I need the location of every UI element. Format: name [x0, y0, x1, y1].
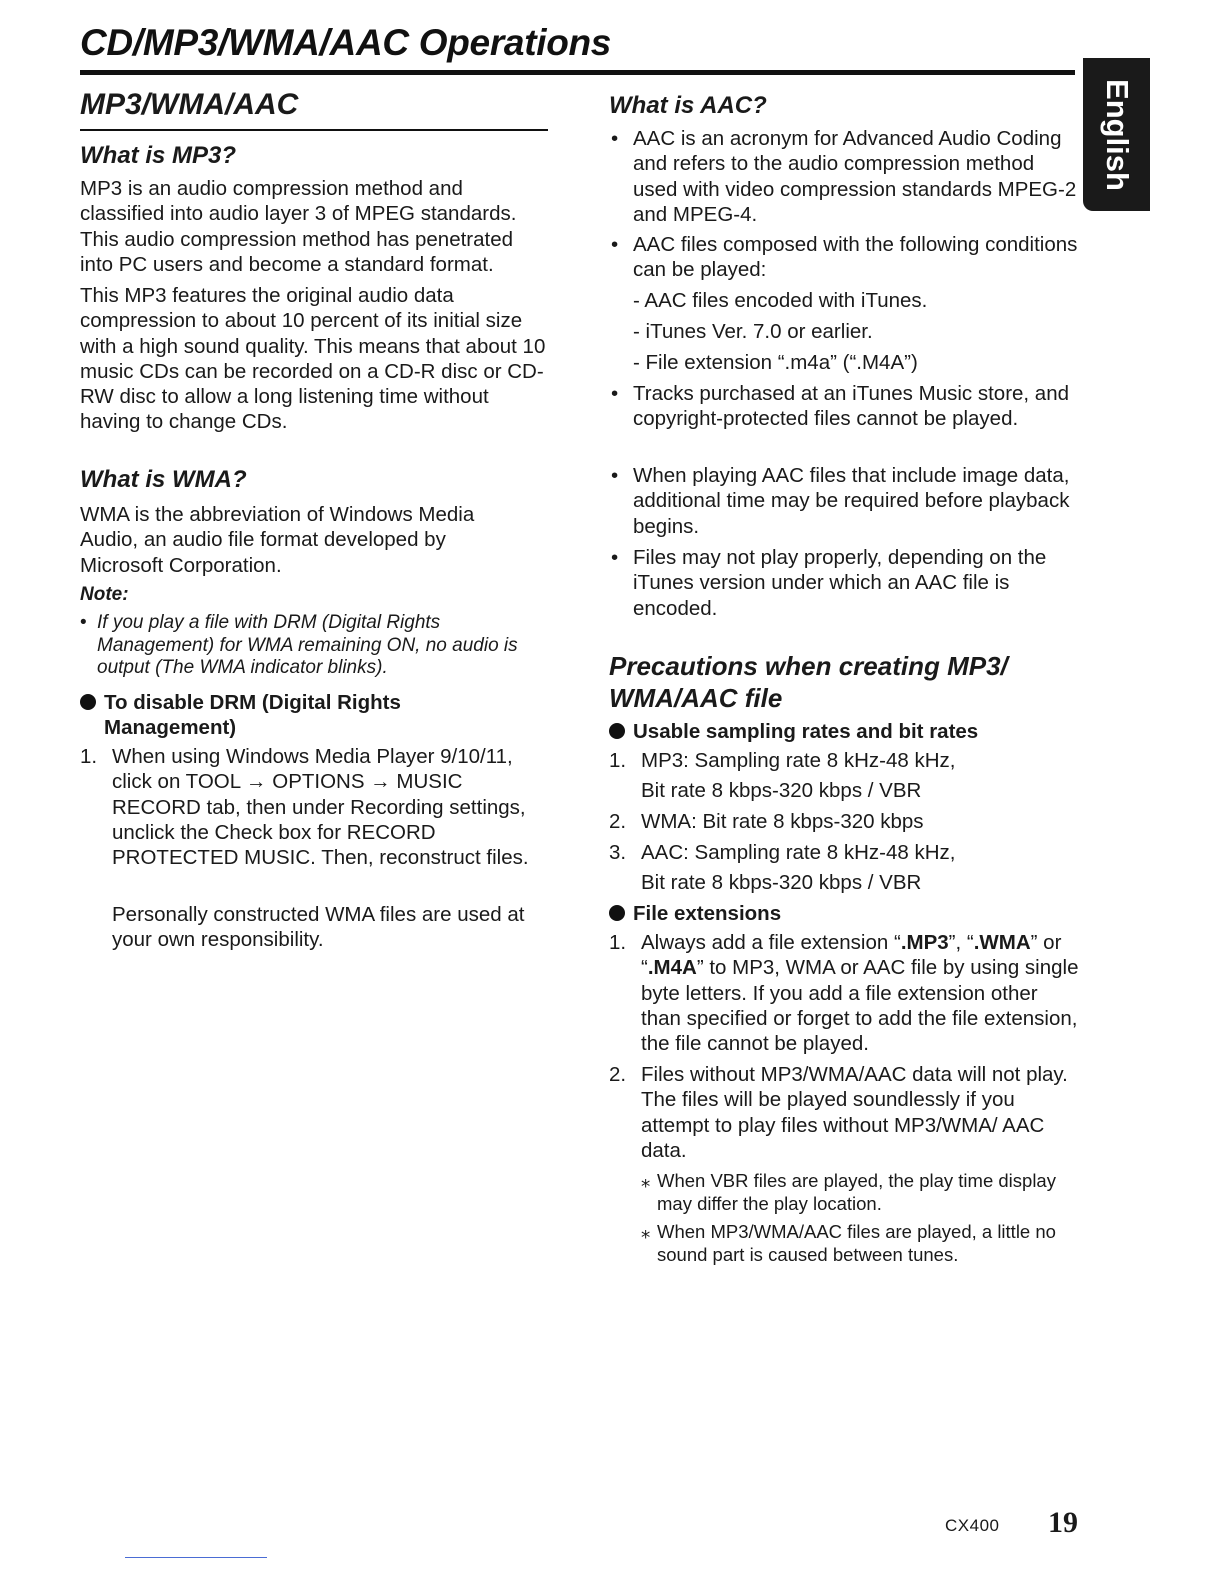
bullet-disc: [80, 694, 96, 710]
drm-subheading: [80, 690, 484, 740]
extension-wma: .WMA: [973, 931, 1031, 954]
drm-step-note: Personally constructed WMA files are used at your own responsibility.: [112, 903, 525, 952]
bullet-dot: •: [611, 233, 619, 256]
step-number: 1.: [80, 745, 98, 768]
rate-item-2-line-1: WMA: Bit rate 8 kbps-320 kbps: [641, 810, 924, 833]
section-title: MP3/WMA/AAC: [80, 88, 299, 121]
extension-item-1: [609, 930, 1081, 1056]
extensions-subheading-text: File extensions: [633, 902, 782, 925]
aac-bullet-3: [609, 381, 1079, 432]
aac-heading: What is AAC?: [609, 92, 767, 119]
aac-bullet-5-text: Files may not play properly, depending on the iTunes version under which an AAC file is encoded.: [633, 546, 1047, 620]
note-item: [80, 612, 541, 680]
rates-subheading: [609, 719, 1079, 744]
bullet-disc: [609, 723, 625, 739]
drm-step-1: [80, 744, 550, 870]
footnote-1: [641, 1169, 1081, 1215]
rate-item-3: [609, 840, 1081, 896]
aac-bullet-4-text: When playing AAC files that include image data, additional time may be required before playback begins.: [633, 464, 1070, 538]
aac-condition-3: - File extension “.m4a” (“.M4A”): [633, 351, 918, 374]
rate-item-3-line-1: AAC: Sampling rate 8 kHz-48 kHz,: [641, 841, 956, 864]
extension-m4a: .M4A: [647, 956, 697, 980]
aac-bullet-2: [609, 232, 1079, 283]
precautions-heading: Precautions when creating MP3/ WMA/AAC file: [609, 651, 1008, 713]
drm-step-text: When using Windows Media Player 9/10/11, click on TOOL → OPTIONS → MUSIC RECORD tab, then under Recording settings, unclick the Check box for RECORD PROTECTED MUSIC. Then, reconstruct files.: [112, 745, 529, 870]
wma-heading: What is WMA?: [80, 466, 247, 493]
mp3-paragraph-2: This MP3 features the original audio data compression to about 10 percent of its initial size with a high sound quality. This means that about 10 music CDs can be recorded on a CD-R disc or CD-RW disc to allow a long listening time without having to change CDs.: [80, 284, 546, 434]
bullet-disc: [609, 905, 625, 921]
extension-item-2: [609, 1062, 1081, 1163]
rates-subheading-text: Usable sampling rates and bit rates: [633, 720, 979, 743]
extension-text-4: ” to MP3, WMA or AAC file by using single byte letters. If you add a file extension other than specified or forget to add the file extension, the file cannot be played.: [641, 956, 1079, 1056]
bullet-dot: •: [611, 464, 619, 487]
extension-mp3: .MP3: [900, 931, 949, 954]
item-number: 1.: [609, 749, 627, 772]
footnote-2-text: When MP3/WMA/AAC files are played, a little no sound part is caused between tunes.: [657, 1221, 1056, 1265]
extension-item-2-text: Files without MP3/WMA/AAC data will not play. The files will be played soundlessly if you attempt to play files without MP3/WMA/ AAC data.: [641, 1063, 1068, 1162]
mp3-heading: What is MP3?: [80, 142, 237, 169]
note-text: If you play a file with DRM (Digital Rights Management) for WMA remaining ON, no audio is output (The WMA indicator blinks).: [97, 612, 518, 678]
item-number: 3.: [609, 841, 627, 864]
note-label: Note:: [80, 584, 129, 605]
footnote-1-text: When VBR files are played, the play time display may differ the play location.: [657, 1170, 1056, 1214]
footnote-2: [641, 1220, 1081, 1266]
aac-condition-2: - iTunes Ver. 7.0 or earlier.: [633, 320, 873, 343]
model-number: CX400: [945, 1516, 1000, 1535]
page-title: CD/MP3/WMA/AAC Operations: [80, 22, 612, 63]
aac-bullet-1-text: AAC is an acronym for Advanced Audio Coding and refers to the audio compression method used with video compression standards MPEG-2 and MPEG-4.: [633, 127, 1077, 226]
bullet-dot: •: [611, 127, 619, 150]
mp3-paragraph-1: MP3 is an audio compression method and classified into audio layer 3 of MPEG standards. This audio compression method has penetrated into PC users and become a standard format.: [80, 177, 517, 276]
item-number: 2.: [609, 1063, 627, 1086]
item-number: 2.: [609, 810, 627, 833]
aac-condition-1: - AAC files encoded with iTunes.: [633, 289, 928, 312]
bullet-dot: •: [611, 382, 619, 405]
item-number: 1.: [609, 931, 627, 954]
aac-bullet-1: [609, 126, 1079, 227]
language-tab-label: English: [1099, 78, 1135, 191]
rate-item-1-line-2: Bit rate 8 kbps-320 kbps / VBR: [641, 779, 922, 803]
extensions-subheading: [609, 901, 1079, 926]
aac-bullet-5: [609, 545, 1079, 621]
aac-bullet-4: [609, 463, 1079, 539]
bullet-dot: •: [611, 546, 619, 569]
drm-subheading-text: To disable DRM (Digital Rights Management): [104, 691, 401, 739]
asterisk-mark: ⁎: [641, 1170, 651, 1191]
title-rule: [80, 70, 1075, 75]
rate-item-1: [609, 748, 1081, 804]
extension-text-2: ”, “: [948, 931, 974, 954]
bullet-dot: •: [80, 612, 87, 633]
language-tab: [1083, 58, 1150, 211]
page-number: 19: [1048, 1506, 1078, 1539]
extension-text-3: ” or “: [641, 931, 1062, 980]
bottom-line: [125, 1557, 267, 1558]
section-rule: [80, 129, 548, 131]
rate-item-3-line-2: Bit rate 8 kbps-320 kbps / VBR: [641, 871, 922, 895]
rate-item-2: [609, 809, 1081, 834]
wma-paragraph: WMA is the abbreviation of Windows Media Audio, an audio file format developed by Microsoft Corporation.: [80, 503, 475, 577]
extension-text-1: Always add a file extension “: [641, 931, 901, 954]
aac-bullet-2-text: AAC files composed with the following conditions can be played:: [633, 233, 1078, 282]
rate-item-1-line-1: MP3: Sampling rate 8 kHz-48 kHz,: [641, 749, 956, 772]
aac-bullet-3-text: Tracks purchased at an iTunes Music store, and copyright-protected files cannot be played.: [633, 382, 1070, 431]
asterisk-mark: ⁎: [641, 1221, 651, 1242]
